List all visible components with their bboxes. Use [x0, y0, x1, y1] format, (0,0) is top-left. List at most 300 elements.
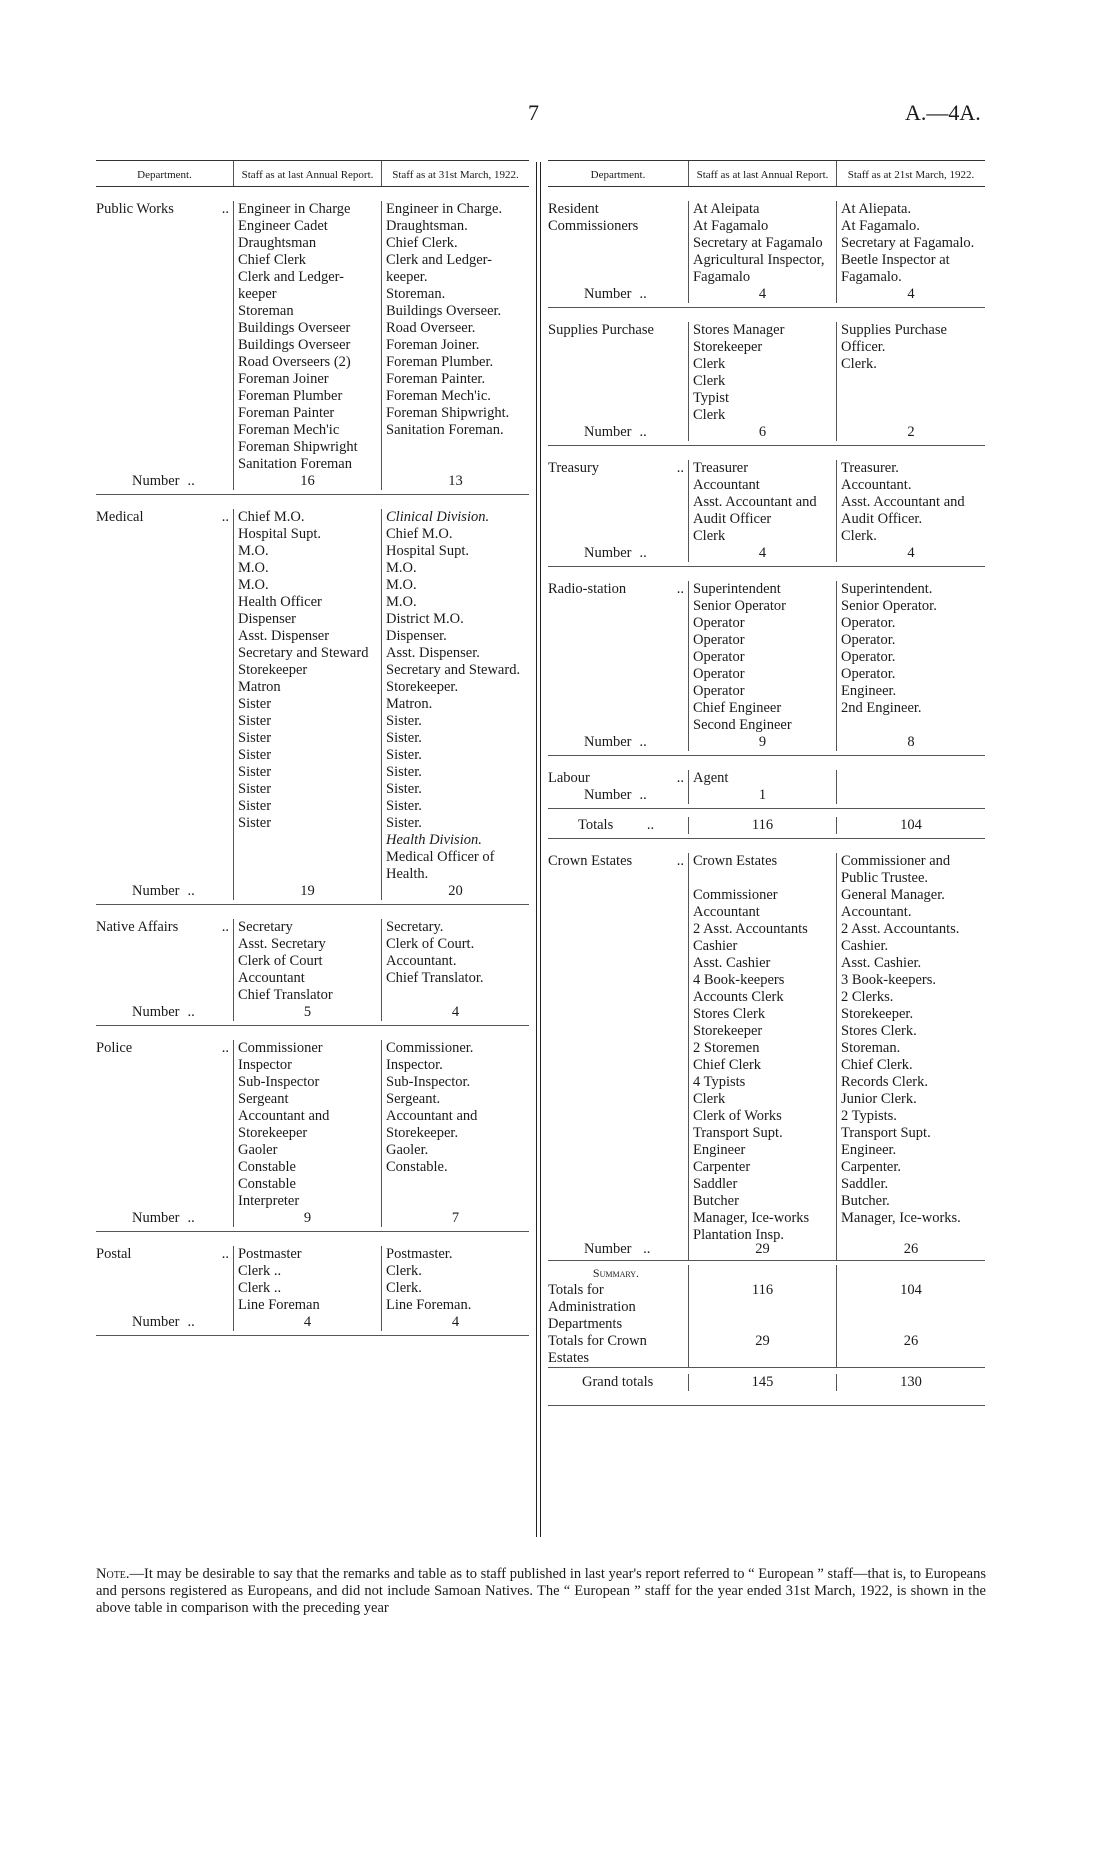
staff-entry: Foreman Joiner. — [386, 337, 480, 353]
staff-entry: Sister. — [386, 730, 422, 746]
number-row — [548, 545, 985, 567]
staff-entry: Asst. Dispenser — [238, 628, 330, 644]
number-label: Number — [584, 734, 632, 750]
staff-entry: Typist — [693, 390, 730, 406]
number-row — [548, 286, 985, 308]
staff-entry: Senior Operator. — [841, 598, 937, 614]
staff-entry: Draughtsman. — [386, 218, 468, 234]
number-row — [96, 1314, 529, 1336]
department-name: Public Works — [96, 201, 174, 217]
staff-entry: Chief Clerk. — [386, 235, 458, 251]
department-name: Labour — [548, 770, 590, 786]
staff-entry: Asst. Accountant and Audit Officer. — [841, 494, 965, 527]
staff-entry: Senior Operator — [693, 598, 787, 614]
staff-entry: Gaoler — [238, 1142, 278, 1158]
number-label: Number — [584, 1241, 632, 1257]
department-rows — [96, 187, 529, 473]
summary-crown-current: 26 — [903, 1333, 919, 1349]
staff-entry: Clerk — [693, 407, 726, 423]
staff-entry: Sister — [238, 696, 272, 712]
department-name: Native Affairs — [96, 919, 179, 935]
staff-entry: Sister. — [386, 747, 422, 763]
staff-entry: Beetle Inspector at Fagamalo. — [841, 252, 950, 285]
number-current: 7 — [381, 1210, 529, 1227]
header-department: Department. — [590, 169, 646, 181]
last-staff-list — [688, 322, 836, 424]
staff-entry: District M.O. — [386, 611, 464, 627]
department-dots: .. — [676, 770, 684, 786]
staff-entry: Cashier — [693, 938, 738, 954]
department-section — [548, 308, 985, 446]
staff-entry: 4 Typists — [693, 1074, 746, 1090]
staff-entry: Foreman Mech'ic. — [386, 388, 491, 404]
grand-totals-current: 130 — [836, 1374, 985, 1391]
department-dots: .. — [676, 460, 684, 476]
note-lead: Note. — [96, 1566, 130, 1582]
department-section — [96, 495, 529, 905]
staff-entry: Storeman — [238, 303, 294, 319]
current-staff-list — [836, 460, 985, 545]
staff-entry: Crown Estates — [693, 853, 778, 869]
staff-entry: Butcher — [693, 1193, 739, 1209]
last-staff-list — [233, 509, 381, 883]
staff-entry: 2nd Engineer. — [841, 700, 922, 716]
number-dots: .. — [187, 1210, 195, 1226]
staff-entry: Gaoler. — [386, 1142, 429, 1158]
department-section — [548, 187, 985, 308]
totals-current: 104 — [836, 817, 985, 834]
staff-entry: Operator — [693, 649, 745, 665]
note-text: —It may be desirable to say that the remarks and table as to staff published in last year's report referred to “ European ” staff—that is, to Europeans and persons registered as Europeans, and did not include Samoan Natives. The “ European ” staff for the year ended 31st March, 1922, is shown in the above table in comparison with the preceding year — [96, 1566, 986, 1616]
staff-entry: Operator. — [841, 615, 896, 631]
staff-entry: Asst. Dispenser. — [386, 645, 480, 661]
last-staff-list — [688, 581, 836, 734]
staff-entry: Clerk — [693, 373, 726, 389]
number-row — [96, 473, 529, 495]
staff-entry: Sister — [238, 713, 272, 729]
department-rows — [96, 495, 529, 883]
staff-entry: Storeman. — [386, 286, 446, 302]
staff-entry: M.O. — [386, 577, 417, 593]
last-staff-list — [688, 460, 836, 545]
department-section — [96, 1026, 529, 1232]
staff-entry: Clinical Division. — [386, 509, 490, 525]
staff-entry: Foreman Plumber. — [386, 354, 494, 370]
staff-entry: 2 Storemen — [693, 1040, 760, 1056]
department-section — [548, 756, 985, 809]
summary-crown-label: Totals for Crown Estates — [548, 1333, 647, 1366]
number-current: 20 — [381, 883, 529, 900]
number-current: 13 — [381, 473, 529, 490]
staff-entry: Engineer in Charge. — [386, 201, 503, 217]
staff-entry: Accountant. — [386, 953, 457, 969]
staff-entry: Stores Clerk. — [841, 1023, 917, 1039]
staff-entry: Foreman Joiner — [238, 371, 329, 387]
staff-entry: Storekeeper. — [386, 679, 459, 695]
number-current: 4 — [381, 1314, 529, 1331]
staff-entry: Sanitation Foreman. — [386, 422, 504, 438]
staff-entry: Chief Clerk. — [841, 1057, 913, 1073]
staff-entry: Chief Translator — [238, 987, 333, 1003]
staff-entry: Accountant. — [841, 904, 912, 920]
staff-entry: Inspector. — [386, 1057, 443, 1073]
staff-entry: Accountant — [693, 904, 760, 920]
staff-entry: Clerk — [693, 356, 726, 372]
number-current: 2 — [836, 424, 985, 441]
staff-entry: Accountant — [693, 477, 760, 493]
staff-entry: Engineer — [693, 1142, 746, 1158]
totals-dots: .. — [646, 817, 655, 833]
staff-entry: Matron — [238, 679, 281, 695]
staff-entry: Road Overseers (2) — [238, 354, 351, 370]
staff-entry — [693, 870, 832, 887]
department-rows — [548, 567, 985, 734]
staff-entry: Line Foreman — [238, 1297, 320, 1313]
staff-entry: M.O. — [386, 594, 417, 610]
page-number: 7 — [528, 100, 539, 125]
staff-entry: Accountant and Storekeeper. — [386, 1108, 478, 1141]
last-staff-list — [233, 1040, 381, 1210]
staff-entry: Road Overseer. — [386, 320, 476, 336]
staff-entry: Sister — [238, 764, 272, 780]
staff-entry: Foreman Painter. — [386, 371, 486, 387]
department-section — [96, 1232, 529, 1336]
number-row — [548, 787, 985, 809]
number-last: 16 — [233, 473, 381, 490]
department-name: Police — [96, 1040, 133, 1056]
summary-admin-last: 116 — [751, 1282, 774, 1298]
department-dots: .. — [676, 581, 684, 597]
staff-entry: Sister. — [386, 781, 422, 797]
staff-entry: Manager, Ice-works — [693, 1210, 810, 1226]
staff-entry: Clerk and Ledger-keeper. — [386, 252, 492, 285]
staff-entry: M.O. — [386, 560, 417, 576]
column-divider — [536, 162, 541, 1537]
department-name: Medical — [96, 509, 144, 525]
staff-entry: At Fagamalo. — [841, 218, 920, 234]
staff-entry: Interpreter — [238, 1193, 300, 1209]
number-label: Number — [132, 473, 180, 489]
department-section — [96, 187, 529, 495]
last-staff-list — [688, 770, 836, 787]
number-label: Number — [132, 1004, 180, 1020]
staff-entry: Superintendent. — [841, 581, 933, 597]
staff-entry: Operator — [693, 683, 745, 699]
staff-entry: Operator. — [841, 666, 896, 682]
number-label: Number — [132, 1210, 180, 1226]
staff-entry: At Aliepata. — [841, 201, 912, 217]
summary-crown-last: 29 — [755, 1333, 770, 1349]
staff-entry: Junior Clerk. — [841, 1091, 917, 1107]
staff-entry: Hospital Supt. — [386, 543, 469, 559]
staff-entry: Foreman Plumber — [238, 388, 343, 404]
staff-entry: Accounts Clerk — [693, 989, 784, 1005]
last-staff-list — [233, 919, 381, 1004]
staff-entry: Records Clerk. — [841, 1074, 928, 1090]
number-dots: .. — [187, 1004, 195, 1020]
staff-entry: Dispenser — [238, 611, 296, 627]
staff-entry: Foreman Shipwright — [238, 439, 358, 455]
staff-entry: Operator. — [841, 632, 896, 648]
staff-entry: Stores Clerk — [693, 1006, 766, 1022]
totals-label: Totals — [578, 817, 614, 833]
staff-entry: Clerk of Court. — [386, 936, 475, 952]
staff-entry: Saddler. — [841, 1176, 889, 1192]
staff-entry: Sergeant. — [386, 1091, 441, 1107]
last-staff-list — [233, 1246, 381, 1314]
staff-entry: Storekeeper — [693, 339, 763, 355]
number-current — [836, 787, 985, 804]
staff-entry: Asst. Cashier. — [841, 955, 922, 971]
staff-entry: Carpenter — [693, 1159, 751, 1175]
staff-entry: Sister — [238, 781, 272, 797]
staff-entry: 3 Book-keepers. — [841, 972, 937, 988]
department-name: Crown Estates — [548, 853, 633, 869]
staff-entry: Commissioner — [693, 887, 778, 903]
department-name: Postal — [96, 1246, 132, 1262]
staff-entry: Medical Officer of Health. — [386, 849, 495, 882]
staff-entry: Clerk of Court — [238, 953, 323, 969]
staff-entry: Carpenter. — [841, 1159, 901, 1175]
number-label: Number — [132, 1314, 180, 1330]
crown-current-list — [836, 853, 985, 1261]
header-last-report: Staff as at last Annual Report. — [233, 161, 381, 186]
department-name: Radio-station — [548, 581, 627, 597]
staff-entry: Asst. Cashier — [693, 955, 771, 971]
department-rows — [548, 446, 985, 545]
document-reference: A.—4A. — [905, 100, 981, 125]
staff-entry: Supplies Purchase Officer. — [841, 322, 947, 355]
staff-entry: Sanitation Foreman — [238, 456, 352, 472]
department-dots: .. — [221, 201, 229, 217]
staff-entry: Sister. — [386, 815, 422, 831]
staff-entry: Sister — [238, 815, 272, 831]
grand-totals-label: Grand totals — [582, 1374, 654, 1390]
department-dots: .. — [676, 853, 684, 869]
staff-entry: Superintendent — [693, 581, 781, 597]
staff-entry: Commissioner. — [386, 1040, 474, 1056]
staff-entry: Foreman Shipwright. — [386, 405, 510, 421]
number-last: 9 — [233, 1210, 381, 1227]
staff-entry: Storekeeper — [693, 1023, 763, 1039]
department-name: Supplies Purchase — [548, 322, 654, 338]
staff-entry: Clerk and Ledger-keeper — [238, 269, 344, 302]
staff-entry: Draughtsman — [238, 235, 317, 251]
department-rows — [96, 905, 529, 1004]
staff-entry: Storeman. — [841, 1040, 901, 1056]
staff-entry: Operator — [693, 666, 745, 682]
staff-entry: Clerk. — [841, 356, 877, 372]
number-dots: .. — [643, 1241, 651, 1257]
number-last: 4 — [688, 286, 836, 303]
number-label: Number — [584, 286, 632, 302]
department-rows — [548, 756, 985, 787]
staff-entry: Secretary and Steward — [238, 645, 369, 661]
number-last: 19 — [233, 883, 381, 900]
staff-entry: At Fagamalo — [693, 218, 769, 234]
number-dots: .. — [639, 424, 647, 440]
staff-entry: Secretary at Fagamalo — [693, 235, 823, 251]
summary-section — [548, 1261, 985, 1368]
header-current: Staff as at 21st March, 1922. — [836, 161, 985, 186]
staff-entry: Line Foreman. — [386, 1297, 472, 1313]
number-label: Number — [584, 424, 632, 440]
staff-entry: Treasurer — [693, 460, 749, 476]
staff-entry: Operator. — [841, 649, 896, 665]
staff-entry: Asst. Secretary — [238, 936, 326, 952]
department-dots: .. — [221, 1040, 229, 1056]
totals-row — [548, 809, 985, 839]
current-staff-list — [836, 201, 985, 286]
staff-entry: Clerk — [693, 528, 726, 544]
footnote — [96, 1566, 986, 1617]
current-staff-list — [381, 509, 529, 883]
last-staff-list — [233, 201, 381, 473]
department-name: Treasury — [548, 460, 600, 476]
number-row — [96, 883, 529, 905]
current-staff-list — [381, 1246, 529, 1314]
staff-entry: Secretary. — [386, 919, 444, 935]
staff-entry: Clerk of Works — [693, 1108, 782, 1124]
department-dots: .. — [221, 509, 229, 525]
current-staff-list — [381, 1040, 529, 1210]
last-staff-list — [688, 201, 836, 286]
number-dots: .. — [639, 286, 647, 302]
staff-entry: Sister — [238, 798, 272, 814]
staff-entry: Chief Translator. — [386, 970, 484, 986]
staff-entry: Clerk. — [386, 1263, 422, 1279]
number-current: 4 — [836, 286, 985, 303]
staff-entry: Cashier. — [841, 938, 889, 954]
number-dots: .. — [187, 883, 195, 899]
staff-entry: 2 Asst. Accountants — [693, 921, 808, 937]
number-last: 4 — [688, 545, 836, 562]
staff-entry: 2 Typists. — [841, 1108, 897, 1124]
number-dots: .. — [639, 734, 647, 750]
staff-entry: Secretary at Fagamalo. — [841, 235, 975, 251]
staff-entry: Accountant — [238, 970, 305, 986]
number-dots: .. — [639, 787, 647, 803]
number-current: 8 — [836, 734, 985, 751]
staff-entry: M.O. — [238, 560, 269, 576]
totals-last: 116 — [688, 817, 836, 834]
staff-entry: Chief M.O. — [238, 509, 305, 525]
staff-entry: Engineer in Charge — [238, 201, 351, 217]
staff-entry: General Manager. — [841, 887, 945, 903]
staff-entry: Storekeeper. — [841, 1006, 914, 1022]
staff-entry: Sister. — [386, 713, 422, 729]
staff-entry: Transport Supt. — [841, 1125, 931, 1141]
number-current: 4 — [836, 545, 985, 562]
number-row — [96, 1210, 529, 1232]
current-staff-list — [381, 201, 529, 473]
current-staff-list — [836, 770, 985, 787]
staff-entry: Commissioner — [238, 1040, 323, 1056]
staff-entry: Postmaster. — [386, 1246, 453, 1262]
staff-entry: Asst. Accountant and Audit Officer — [693, 494, 817, 527]
number-label: Number — [584, 787, 632, 803]
number-last: 9 — [688, 734, 836, 751]
department-rows — [96, 1232, 529, 1314]
staff-entry: Clerk. — [841, 528, 877, 544]
staff-entry: Secretary — [238, 919, 293, 935]
right-table-body — [548, 187, 985, 809]
staff-entry: Operator — [693, 615, 745, 631]
staff-entry: Stores Manager — [693, 322, 785, 338]
staff-entry: Chief M.O. — [386, 526, 453, 542]
staff-entry: Accountant and Storekeeper — [238, 1108, 330, 1141]
header-department: Department. — [137, 169, 192, 181]
header-current: Staff as at 31st March, 1922. — [381, 161, 529, 186]
staff-entry: Buildings Overseer — [238, 337, 351, 353]
staff-entry: 2 Clerks. — [841, 989, 894, 1005]
number-last: 5 — [233, 1004, 381, 1021]
staff-entry: Constable — [238, 1159, 296, 1175]
header-last-report: Staff as at last Annual Report. — [688, 161, 836, 186]
staff-entry: Saddler — [693, 1176, 738, 1192]
department-rows — [548, 308, 985, 424]
staff-entry: Buildings Overseer. — [386, 303, 502, 319]
number-label: Number — [584, 545, 632, 561]
staff-entry: Accountant. — [841, 477, 912, 493]
staff-entry: Sergeant — [238, 1091, 289, 1107]
staff-entry: Sister — [238, 747, 272, 763]
staff-entry: Transport Supt. — [693, 1125, 783, 1141]
staff-entry: Agent — [693, 770, 729, 786]
staff-entry: Sister. — [386, 764, 422, 780]
summary-admin-label: Totals for Administration Departments — [548, 1282, 636, 1332]
staff-entry: Butcher. — [841, 1193, 890, 1209]
department-rows — [548, 187, 985, 286]
staff-entry: Clerk — [693, 1091, 726, 1107]
staff-entry: Sister — [238, 730, 272, 746]
staff-entry: Constable — [238, 1176, 296, 1192]
department-section — [548, 446, 985, 567]
number-current: 4 — [381, 1004, 529, 1021]
staff-entry: Agricultural Inspector, Fagamalo — [693, 252, 825, 285]
staff-entry: Plantation Insp. — [693, 1227, 785, 1243]
staff-entry: M.O. — [238, 543, 269, 559]
number-current: 26 — [836, 1241, 985, 1258]
current-staff-list — [836, 322, 985, 424]
staff-entry: Foreman Mech'ic — [238, 422, 340, 438]
staff-entry: 2 Asst. Accountants. — [841, 921, 960, 937]
number-row — [96, 1004, 529, 1026]
staff-entry: Clerk. — [386, 1280, 422, 1296]
department-name: Resident Commissioners — [548, 201, 639, 234]
right-header-row — [548, 161, 985, 187]
department-rows — [96, 1026, 529, 1210]
crown-last-list — [688, 853, 836, 1261]
staff-entry: Storekeeper — [238, 662, 308, 678]
staff-entry: Chief Clerk — [693, 1057, 762, 1073]
summary-heading: Summary. — [592, 1266, 640, 1280]
staff-entry: At Aleipata — [693, 201, 760, 217]
staff-entry: Commissioner and Public Trustee. — [841, 853, 951, 886]
current-staff-list — [381, 919, 529, 1004]
number-label: Number — [132, 883, 180, 899]
grand-totals-row — [548, 1368, 985, 1406]
staff-entry: Second Engineer — [693, 717, 792, 733]
staff-entry: Buildings Overseer — [238, 320, 351, 336]
number-last: 29 — [688, 1241, 836, 1258]
crown-estates-section — [548, 839, 985, 1261]
number-row — [548, 424, 985, 446]
left-header-row — [96, 161, 529, 187]
staff-entry: Treasurer. — [841, 460, 899, 476]
staff-entry: Manager, Ice-works. — [841, 1210, 961, 1226]
staff-entry: Matron. — [386, 696, 433, 712]
